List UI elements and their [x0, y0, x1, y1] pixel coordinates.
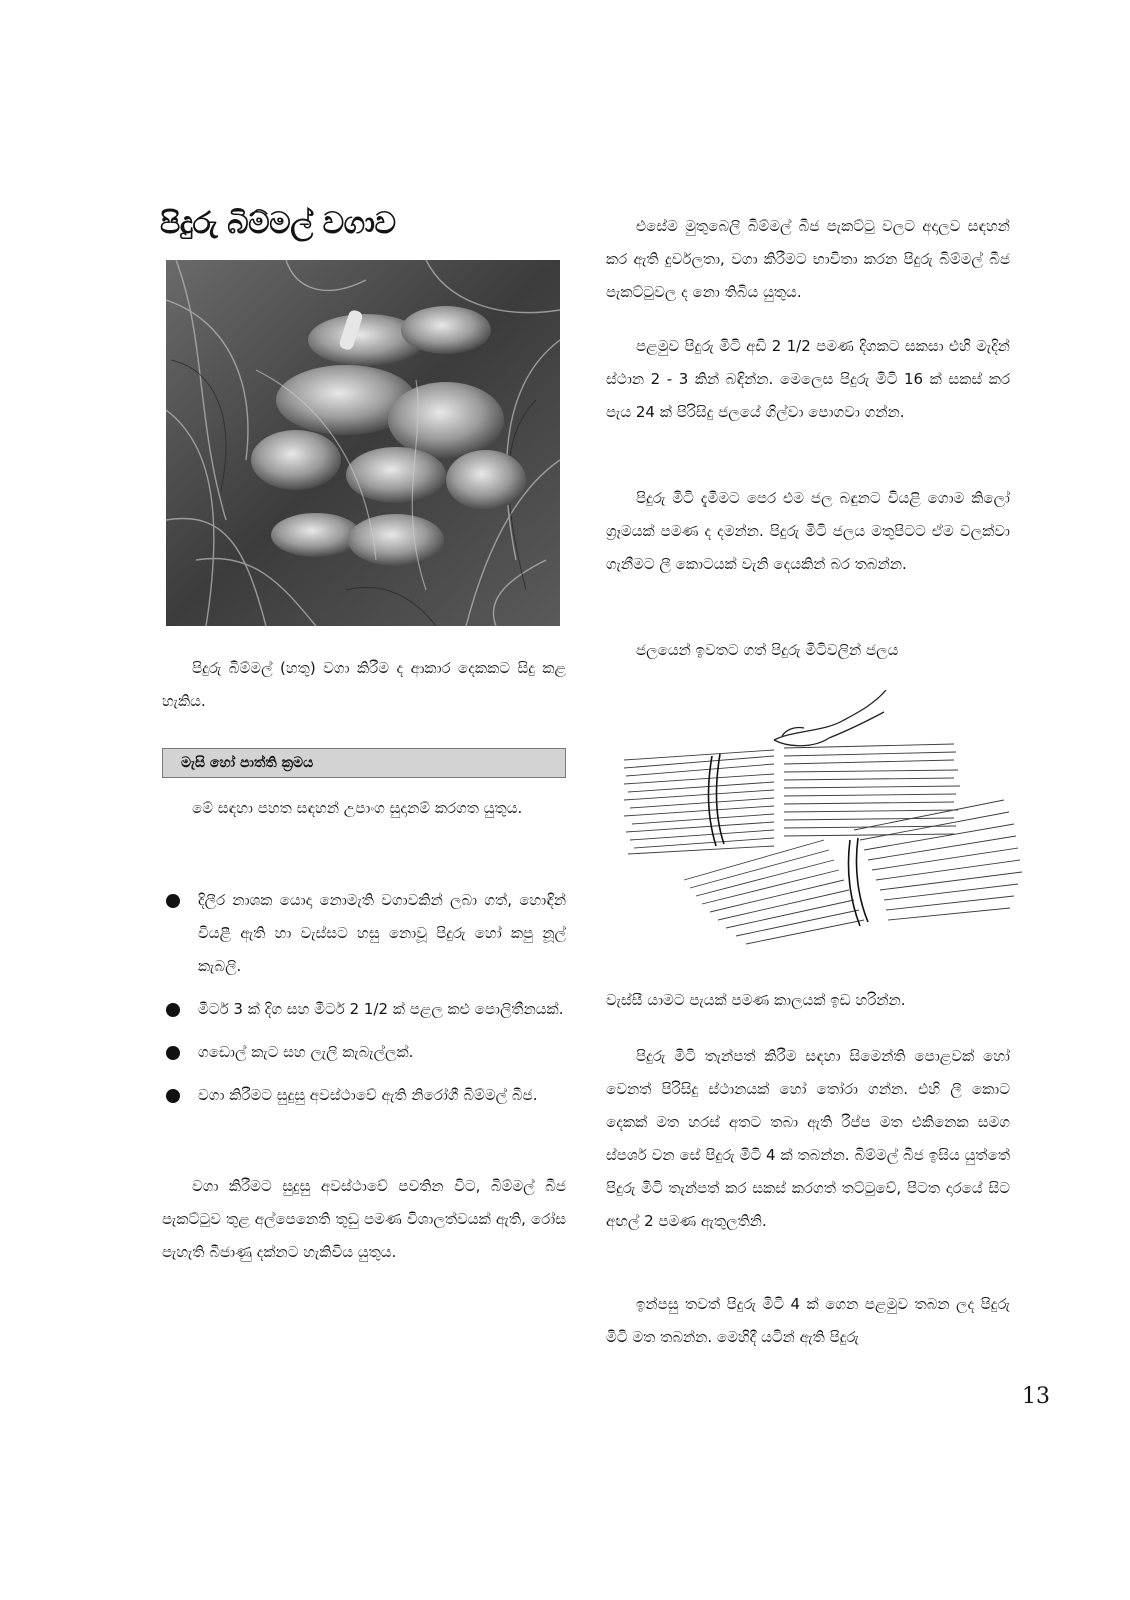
bullet-icon — [166, 894, 180, 908]
paragraph-soaking: පිදුරු මිටි දැමීමට පෙර එම ජල බඳුනට වියළි ගොම කිලෝ ග්‍රෑමයක් පමණ ද දමන්න. පිදුරු මිටි ජලය මතුපිටට ඒම වලක්වා ගැනීමට ලී කොටයක් වැනි දෙයකින් බර තබන්න. — [606, 489, 1010, 573]
list-item — [162, 884, 566, 983]
list-item — [162, 993, 566, 1026]
straw-bundle-illustration — [624, 690, 1028, 990]
paragraph-bundle-prep: පළමුව පිදුරු මිටි අඩි 2 1/2 පමණ දිගකට සකසා එහි මැදින් ස්ථාන 2 - 3 කින් බඳින්න. මෙලෙස පිදුරු මිටි 16 ක් සකස් කර පැය 24 ක් පිරිසිදු ජලයේ ගිල්වා පොගවා ගන්න. — [606, 337, 1010, 421]
page-title: පිදුරු බිම්මල් වගාව — [160, 206, 396, 241]
paragraph-draining: ජලයෙන් ඉවතට ගත් පිදුරු මිටිවලින් ජලය — [636, 641, 899, 659]
bullet-icon — [166, 1046, 180, 1060]
list-item-text: මීටර් 3 ක් දිග සහ මීටර් 2 1/2 ක් පළල කළු පොලිතීනයක්. — [198, 1000, 564, 1018]
list-item — [162, 1036, 566, 1069]
bullet-icon — [166, 1089, 180, 1103]
closing-paragraph: වගා කිරීමට සුදුසු අවස්ථාවේ පවතින විට, බිම්මල් බීජ පැකට්ටුව තුළ අල්පෙනෙති තුඩු පමණ විශාලත්වයක් ඇති, රෝස පැහැති බීජාණු දක්නට හැකිවිය යුතුය. — [162, 1177, 566, 1261]
mushroom-photo — [166, 260, 560, 626]
list-item — [162, 1079, 566, 1112]
materials-intro-paragraph: මේ සඳහා පහත සඳහන් උපාංග සුදානම් කරගත යුතුය. — [192, 799, 523, 817]
list-item-text: වගා කිරීමට සුදුසු අවස්ථාවේ ඇති නිරෝගී බිම්මල් බීජ. — [198, 1086, 538, 1104]
intro-paragraph: පිදුරු බිම්මල් (හතු) වගා කිරීම ද ආකාර දෙකකට සිදු කළ හැකිය. — [162, 659, 566, 710]
list-item-text: ගඩොල් කැට සහ ලැලි කැබැල්ලක්. — [198, 1043, 414, 1061]
list-item-text: දිලීර නාශක යොදා නොමැති වගාවකින් ලබා ගත්, හොඳින් වියළී ඇති හා වැස්සට හසු නොවූ පිදුරු හෝ කපු නූල් කැබලි. — [198, 891, 566, 975]
page-number: 13 — [1022, 1384, 1050, 1409]
bullet-icon — [166, 1003, 180, 1017]
paragraph-drain-time: වැස්සී යාමට පැයක් පමණ කාලයක් ඉඩ හරින්න. — [606, 991, 906, 1009]
paragraph-placing: පිදුරු මිටි තැන්පත් කිරීම සඳහා සිමෙන්ති පොළවක් හෝ වෙනත් පිරිසිදු ස්ථානයක් හෝ තෝරා ගන්න. එහි ලී කොට දෙකක් මත හරස් අතට තබා ඇති රීප්ප මත එකිනෙක සමග ස්පර්ශ වන සේ පිදුරු මිටි 4 ක් තබන්න. බිම්මල් බීජ ඉසිය යුත්තේ පිදුරු මිටි තැන්පත් කර සකස් කරගත් තට්ටුවේ, පිටත දාරයේ සිට අඟල් 2 පමණ ඇතුලතිනි. — [606, 1047, 1010, 1230]
materials-list — [162, 884, 566, 1112]
paragraph-packet-defects: එසේම මුතුබෙලි බිම්මල් බීජ පැකට්ටු වලට අදාලව සඳහන් කර ඇති දුර්වලතා, වගා කිරීමට භාවිතා කරන පිදුරු බිම්මල් බීජ පැකට්ටුවල ද නො තිබිය යුතුය. — [606, 217, 1010, 301]
paragraph-next-layer: ඉන්පසු තවත් පිදුරු මිටි 4 ක් ගෙන පළමුව තබන ලද පිදුරු මිටි මත තබන්න. මෙහිදී යටින් ඇති පිදුරු — [606, 1295, 1010, 1346]
section-header: මැසි හෝ පාත්ති ක්‍රමය — [162, 748, 566, 778]
